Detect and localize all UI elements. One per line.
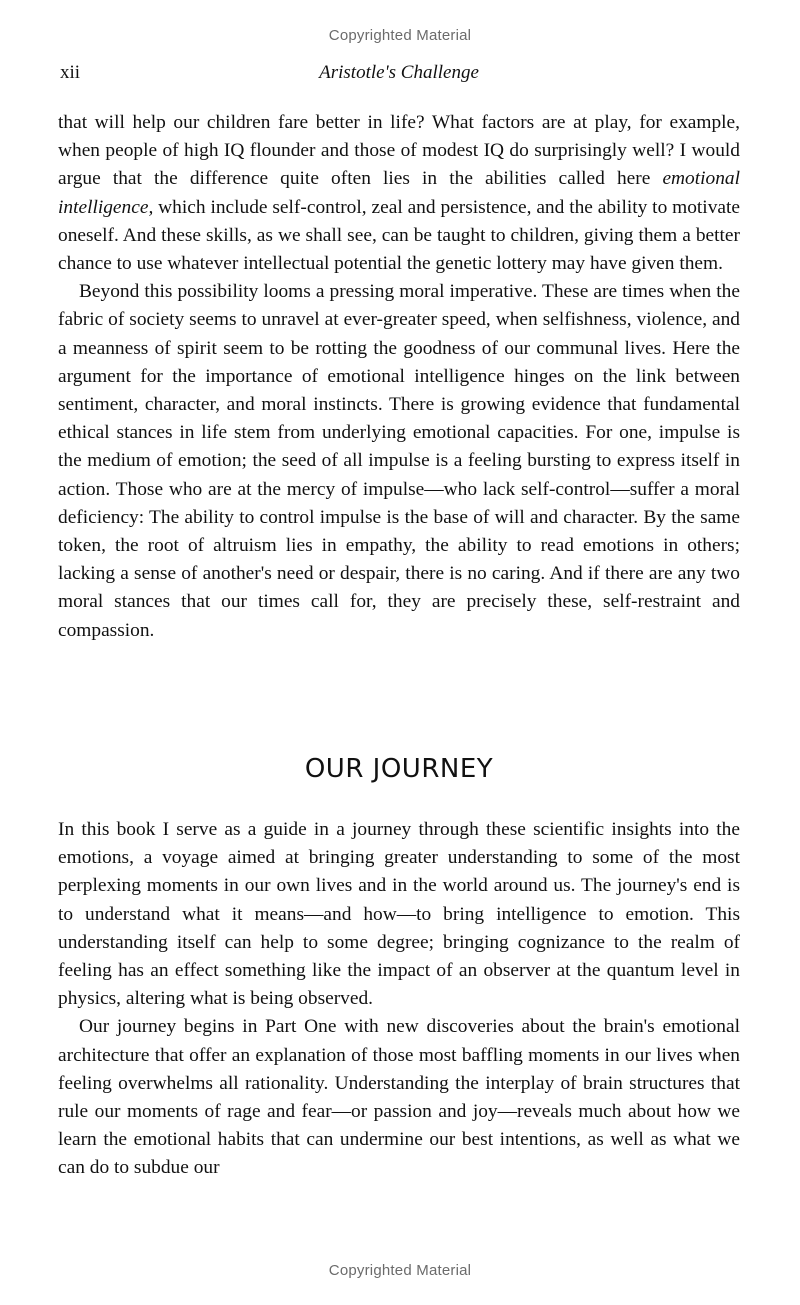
- paragraph-continued: [58, 109, 740, 278]
- emphasis-term: emotional intelligence,: [58, 168, 740, 218]
- paragraph-text: that will help our children fare better in life? What factors are at play, for example, when people of high IQ flounder and those of modest IQ do surprisingly well? I would argue that the difference quite often lies in the abilities called here: [58, 112, 740, 190]
- paragraph-part-one: Our journey begins in Part One with new discoveries about the brain's emotional architecture that offer an explanation of those most baffling moments in our lives when feeling overwhelms all rationality. Understanding the interplay of brain structures that rule our moments of rage and fear—or passion and joy—reveals much about how we learn the emotional habits that can undermine our best intentions, as well as what we can do to subdue our: [58, 1016, 740, 1179]
- text-block-after-heading: [58, 816, 740, 1183]
- paragraph-guide-intro: In this book I serve as a guide in a journey through these scientific insights into the emotions, a voyage aimed at bringing greater understanding to some of the most perplexing moments in our own lives and in the world around us. The journey's end is to understand what it means—and how—to bring intelligence to emotion. This understanding itself can help to some degree; bringing cognizance to the realm of feeling has an effect something like the impact of an observer at the quantum level in physics, altering what is being observed.: [58, 819, 740, 1010]
- section-heading: OUR JOURNEY: [304, 754, 494, 784]
- paragraph-moral-imperative: Beyond this possibility looms a pressing moral imperative. These are times when the fabric of society seems to unravel at ever-greater speed, when selfishness, violence, and a meanness of spirit seem to be rotting the goodness of our communal lives. Here the argument for the importance of emotional intelligence hinges on the link between sentiment, character, and moral instincts. There is growing evidence that fundamental ethical stances in life stem from underlying emotional capacities. For one, impulse is the medium of emotion; the seed of all impulse is a feeling bursting to express itself in action. Those who are at the mercy of impulse—who lack self-control—suffer a moral deficiency: The ability to control impulse is the base of will and character. By the same token, the root of altruism lies in empathy, the ability to read emotions in others; lacking a sense of another's need or despair, there is no caring. And if there are any two moral stances that our times call for, they are precisely these, self-restraint and compassion.: [58, 281, 740, 641]
- running-title: Aristotle's Challenge: [319, 62, 479, 83]
- page-number: xii: [60, 62, 81, 83]
- text-block-before-heading: [58, 109, 740, 645]
- paragraph-text: which include self-control, zeal and persistence, and the ability to motivate oneself. And these skills, as we shall see, can be taught to children, giving them a better chance to use whatever intellectual potential the genetic lottery may have given them.: [58, 196, 740, 275]
- copyright-watermark-bottom: Copyrighted Material: [328, 1262, 472, 1279]
- running-head: [58, 62, 740, 88]
- copyright-watermark-top: Copyrighted Material: [328, 27, 472, 44]
